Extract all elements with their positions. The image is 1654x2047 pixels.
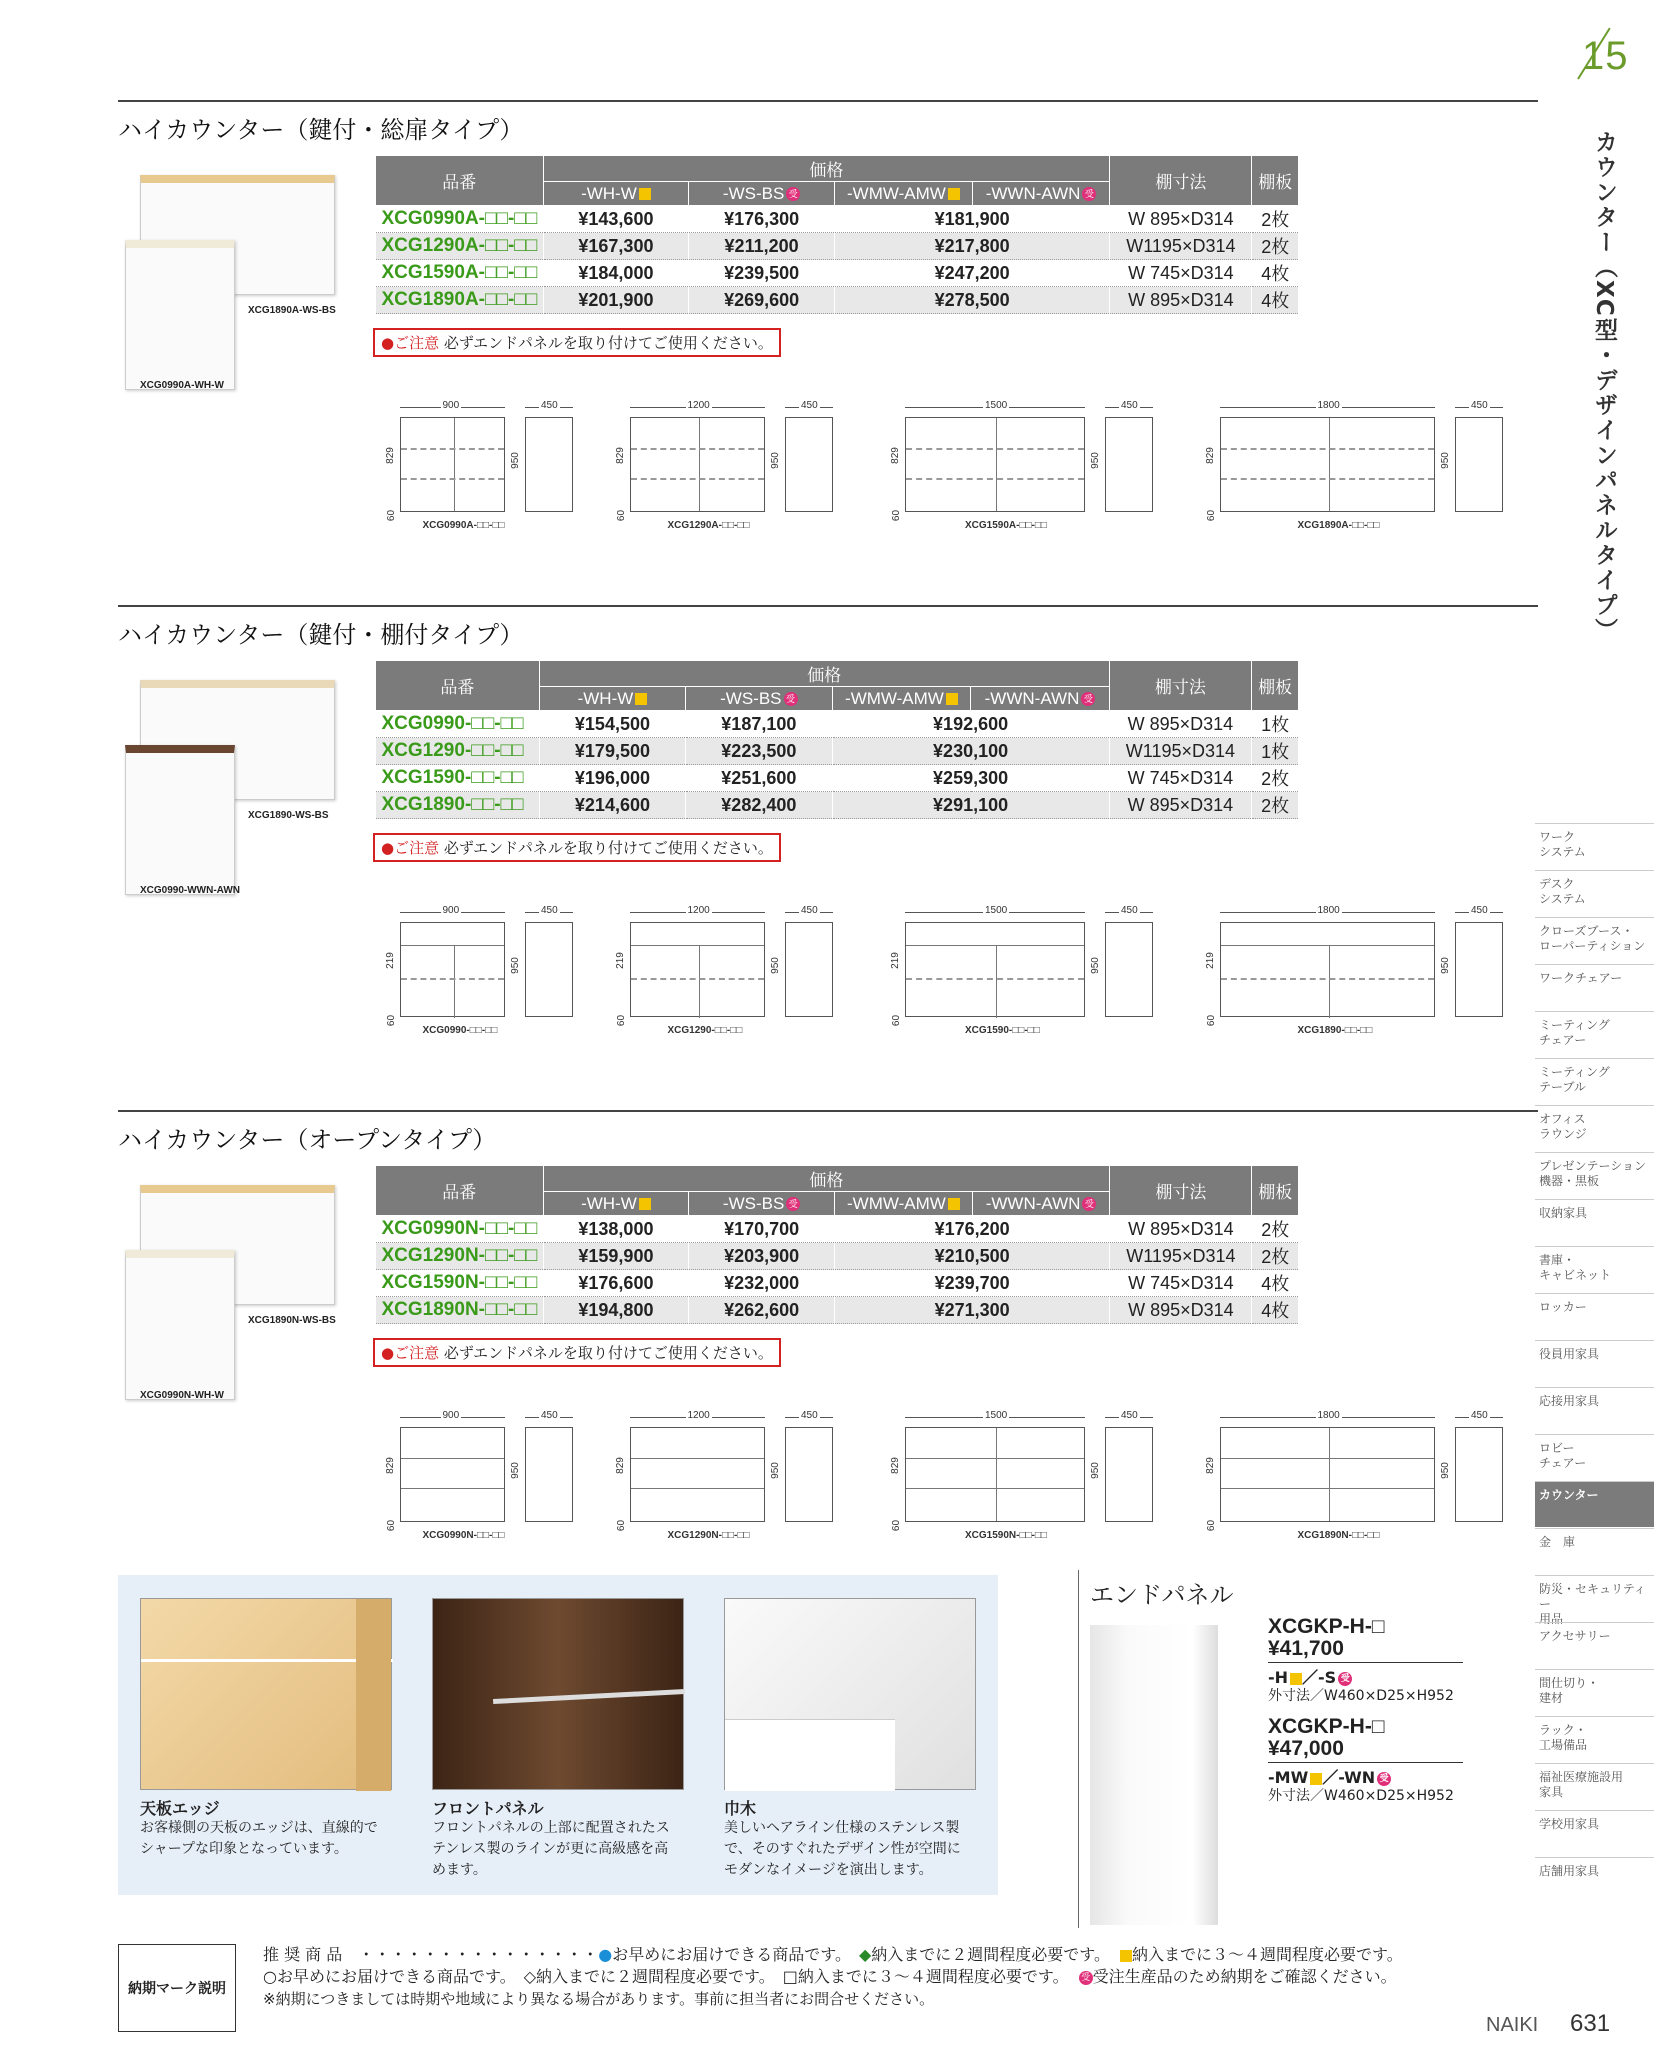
header-shelf: 棚板 [1252, 156, 1299, 206]
sidebar-item[interactable]: カウンター [1535, 1481, 1654, 1527]
side-drawing [785, 922, 833, 1017]
depth-dim: 450 [541, 905, 558, 916]
endpanel-variant: -MW ／-WN 受 [1268, 1765, 1391, 1788]
endpanel-code: XCGKP-H-□ [1268, 1715, 1385, 1738]
order-mark-icon: 受 [786, 1197, 800, 1211]
drawing-label: XCG1590N-□□-□□ [965, 1530, 1047, 1541]
shelf-size: W 745×D314 [1110, 1270, 1252, 1297]
side-drawing [1455, 1427, 1503, 1522]
sidebar-item[interactable]: ワークチェアー [1535, 964, 1654, 1010]
endpanel-photo [1090, 1625, 1218, 1925]
shelf-size: W 895×D314 [1110, 206, 1252, 233]
header-finish: -WMW-AMW [832, 687, 971, 711]
feature-photo-base [724, 1598, 976, 1790]
sidebar-item[interactable]: 学校用家具 [1535, 1810, 1654, 1856]
front-drawing [630, 922, 765, 1017]
header-shelf: 棚板 [1252, 1166, 1299, 1216]
feature-photo-edge [140, 1598, 392, 1790]
front-drawing [905, 1427, 1085, 1522]
endpanel-divider [1078, 1570, 1079, 1928]
width-dim: 1800 [1317, 400, 1340, 411]
shelf-count: 2枚 [1252, 792, 1299, 819]
side-drawing [1105, 417, 1153, 512]
legend-line-2: ○お早めにお届けできる商品です。 ◇納入までに２週間程度必要です。 □納入までに３～４週間程度必要です。 受 受注生産品のため納期をご確認ください。 [263, 1967, 1397, 1986]
price-wh: ¥194,800 [543, 1297, 689, 1324]
section-title: ハイカウンター（鍵付・棚付タイプ） [118, 621, 524, 649]
brand: NAIKI [1486, 2014, 1539, 2036]
height-dim: 950 [1089, 452, 1101, 469]
sidebar-item[interactable]: ラック・ 工場備品 [1535, 1716, 1654, 1762]
width-dim: 900 [442, 1410, 460, 1421]
front-drawing [630, 1427, 765, 1522]
shelf-count: 1枚 [1252, 738, 1299, 765]
price-wmw: ¥239,700 [834, 1270, 1109, 1297]
price-ws: ¥282,400 [686, 792, 832, 819]
yellow-square-icon [635, 693, 647, 705]
sidebar-item[interactable]: クローズブース・ ローパーティション [1535, 917, 1654, 963]
base-dim: 60 [1206, 1519, 1218, 1532]
caution-notice: ●ご注意 必ずエンドパネルを取り付けてご使用ください。 [373, 1338, 781, 1367]
feature-title: フロントパネル [432, 1799, 544, 1818]
header-size: 棚寸法 [1110, 1166, 1252, 1216]
feature-text: 美しいヘアライン仕様のステンレス製で、そのすぐれたデザイン性が空間にモダンなイメージを演出します。 [724, 1820, 961, 1878]
feature-title: 巾木 [724, 1799, 757, 1818]
price-ws: ¥187,100 [686, 711, 832, 738]
shelf-count: 2枚 [1252, 206, 1299, 233]
price-ws: ¥176,300 [689, 206, 835, 233]
page-number: 631 [1570, 2010, 1611, 2037]
drawing-label: XCG0990-□□-□□ [422, 1025, 498, 1036]
side-drawing [1105, 1427, 1153, 1522]
yellow-square-icon [639, 1198, 651, 1210]
width-dim: 1200 [687, 905, 710, 916]
front-drawing [905, 922, 1085, 1017]
drawing-label: XCG1290A-□□-□□ [667, 520, 750, 531]
height-dim: 950 [1439, 957, 1451, 974]
price-table [375, 660, 1299, 819]
height-dim: 219 [384, 952, 396, 969]
chapter-number: 15 [1582, 34, 1629, 78]
height-dim: 829 [1204, 447, 1216, 464]
shelf-count: 4枚 [1252, 1270, 1299, 1297]
sidebar-item[interactable]: 応接用家具 [1535, 1387, 1654, 1433]
height-dim: 829 [1204, 1457, 1216, 1474]
endpanel-size: 外寸法／W460×D25×H952 [1268, 1688, 1454, 1704]
header-price: 価格 [539, 661, 1109, 687]
shelf-size: W 895×D314 [1110, 1297, 1252, 1324]
price-wmw: ¥181,900 [834, 206, 1109, 233]
price-wh: ¥167,300 [543, 233, 689, 260]
drawing-label: XCG1290N-□□-□□ [667, 1530, 750, 1541]
endpanel-variant: -H ／-S 受 [1268, 1665, 1352, 1688]
table-row [376, 1297, 1299, 1324]
header-finish: -WWN-AWN 受 [972, 182, 1109, 206]
sidebar-item[interactable]: 役員用家具 [1535, 1340, 1654, 1386]
height-dim: 950 [769, 957, 781, 974]
front-drawing [400, 922, 505, 1017]
depth-dim: 450 [801, 400, 818, 411]
feature-title: 天板エッジ [140, 1799, 220, 1818]
section-rule [118, 1110, 1538, 1112]
shelf-size: W 745×D314 [1109, 765, 1252, 792]
base-dim: 60 [891, 1014, 903, 1027]
shelf-count: 1枚 [1252, 711, 1299, 738]
legend-line-1: 推 奨 商 品 ・・・・・・・・・・・・・・・●お早めにお届けできる商品です。 ◆納入までに２週間程度必要です。 納入までに３～４週間程度必要です。 [263, 1945, 1403, 1964]
depth-dim: 450 [541, 400, 558, 411]
shelf-size: W 895×D314 [1109, 792, 1252, 819]
side-drawing [525, 922, 573, 1017]
legend-note: ※納期につきましては時期や地域により異なる場合があります。事前に担当者にお問合せください。 [263, 1990, 935, 2008]
table-row [376, 765, 1299, 792]
header-finish: -WWN-AWN 受 [971, 687, 1109, 711]
header-shelf: 棚板 [1252, 661, 1299, 711]
shelf-count: 2枚 [1252, 765, 1299, 792]
yellow-square-icon [948, 188, 960, 200]
drawing-label: XCG0990A-□□-□□ [422, 520, 505, 531]
endpanel-code: XCGKP-H-□ [1268, 1615, 1385, 1638]
width-dim: 1200 [687, 1410, 710, 1421]
product-code: XCG1590A-□□-□□ [376, 260, 544, 287]
photo-label: XCG0990-WWN-AWN [140, 885, 241, 896]
shelf-count: 4枚 [1252, 260, 1299, 287]
shelf-size: W1195×D314 [1109, 738, 1252, 765]
shelf-count: 4枚 [1252, 287, 1299, 314]
side-drawing [525, 1427, 573, 1522]
price-wh: ¥143,600 [543, 206, 689, 233]
header-code: 品番 [376, 156, 544, 206]
product-code: XCG0990-□□-□□ [376, 711, 540, 738]
base-dim: 60 [386, 1519, 398, 1532]
height-dim: 950 [1439, 452, 1451, 469]
photo-label: XCG1890N-WS-BS [248, 1315, 336, 1326]
height-dim: 829 [614, 1457, 626, 1474]
depth-dim: 450 [1121, 1410, 1138, 1421]
sidebar-item[interactable]: プレゼンテーション 機器・黒板 [1535, 1152, 1654, 1198]
order-mark-icon: 受 [1082, 1197, 1096, 1211]
order-mark-icon: 受 [786, 187, 800, 201]
price-ws: ¥232,000 [689, 1270, 835, 1297]
price-ws: ¥269,600 [689, 287, 835, 314]
height-dim: 950 [1439, 1462, 1451, 1479]
front-drawing [1220, 1427, 1435, 1522]
height-dim: 950 [1089, 1462, 1101, 1479]
product-photo [125, 1180, 345, 1415]
height-dim: 950 [769, 452, 781, 469]
height-dim: 950 [509, 957, 521, 974]
price-wmw: ¥271,300 [834, 1297, 1109, 1324]
price-ws: ¥251,600 [686, 765, 832, 792]
photo-label: XCG1890-WS-BS [248, 810, 329, 821]
photo-label: XCG0990N-WH-W [140, 1390, 224, 1401]
height-dim: 950 [509, 452, 521, 469]
header-size: 棚寸法 [1109, 661, 1252, 711]
base-dim: 60 [616, 509, 628, 522]
shelf-count: 2枚 [1252, 1216, 1299, 1243]
table-row [376, 738, 1299, 765]
price-wh: ¥176,600 [543, 1270, 689, 1297]
feature-photo-front [432, 1598, 684, 1790]
price-table [375, 155, 1299, 314]
order-mark-icon: 受 [1081, 692, 1095, 706]
height-dim: 219 [614, 952, 626, 969]
header-finish: -WS-BS 受 [689, 1192, 835, 1216]
front-drawing [400, 417, 505, 512]
product-code: XCG1290A-□□-□□ [376, 233, 544, 260]
side-drawing [785, 417, 833, 512]
price-wmw: ¥259,300 [832, 765, 1109, 792]
price-wmw: ¥192,600 [832, 711, 1109, 738]
price-wh: ¥184,000 [543, 260, 689, 287]
header-finish: -WS-BS 受 [686, 687, 832, 711]
product-code: XCG1590-□□-□□ [376, 765, 540, 792]
shelf-size: W1195×D314 [1110, 233, 1252, 260]
sidebar-item[interactable]: 書庫・ キャビネット [1535, 1246, 1654, 1292]
depth-dim: 450 [1471, 400, 1488, 411]
sidebar-item[interactable]: 防災・セキュリティー 用品 [1535, 1575, 1654, 1621]
width-dim: 900 [442, 905, 460, 916]
depth-dim: 450 [1471, 1410, 1488, 1421]
height-dim: 829 [384, 447, 396, 464]
drawing-label: XCG0990N-□□-□□ [422, 1530, 505, 1541]
product-code: XCG0990A-□□-□□ [376, 206, 544, 233]
base-dim: 60 [386, 1014, 398, 1027]
price-wh: ¥214,600 [539, 792, 685, 819]
width-dim: 1500 [985, 1410, 1008, 1421]
yellow-square-icon [946, 693, 958, 705]
width-dim: 1800 [1317, 905, 1340, 916]
shelf-size: W1195×D314 [1110, 1243, 1252, 1270]
sidebar-item[interactable]: 福祉医療施設用 家具 [1535, 1763, 1654, 1809]
height-dim: 219 [889, 952, 901, 969]
front-drawing [905, 417, 1085, 512]
depth-dim: 450 [541, 1410, 558, 1421]
header-finish: -WS-BS 受 [689, 182, 835, 206]
shelf-size: W 895×D314 [1110, 287, 1252, 314]
shelf-size: W 895×D314 [1109, 711, 1252, 738]
height-dim: 829 [889, 1457, 901, 1474]
price-wh: ¥179,500 [539, 738, 685, 765]
side-drawing [785, 1427, 833, 1522]
header-code: 品番 [376, 661, 540, 711]
photo-label: XCG1890A-WS-BS [248, 305, 336, 316]
product-code: XCG1890-□□-□□ [376, 792, 540, 819]
shelf-count: 2枚 [1252, 1243, 1299, 1270]
price-ws: ¥170,700 [689, 1216, 835, 1243]
depth-dim: 450 [1121, 905, 1138, 916]
sidebar-item[interactable]: 収納家具 [1535, 1199, 1654, 1245]
base-dim: 60 [1206, 1014, 1218, 1027]
yellow-square-icon [948, 1198, 960, 1210]
height-dim: 829 [889, 447, 901, 464]
sidebar-item[interactable]: ロッカー [1535, 1293, 1654, 1339]
sidebar-item[interactable]: 金 庫 [1535, 1528, 1654, 1574]
product-photo [125, 170, 345, 405]
endpanel-size: 外寸法／W460×D25×H952 [1268, 1788, 1454, 1804]
drawing-label: XCG1590-□□-□□ [965, 1025, 1040, 1036]
product-code: XCG1590N-□□-□□ [376, 1270, 544, 1297]
price-wmw: ¥278,500 [834, 287, 1109, 314]
sidebar-item[interactable]: ミーティング チェアー [1535, 1011, 1654, 1057]
header-size: 棚寸法 [1110, 156, 1252, 206]
price-wmw: ¥210,500 [834, 1243, 1109, 1270]
drawing-label: XCG1890-□□-□□ [1297, 1025, 1373, 1036]
table-row [376, 233, 1299, 260]
price-wmw: ¥217,800 [834, 233, 1109, 260]
height-dim: 219 [1204, 952, 1216, 969]
category-title: カウンター（XC型・デザインパネルタイプ） [1591, 130, 1617, 643]
photo-label: XCG0990A-WH-W [140, 380, 224, 391]
product-photo [125, 675, 345, 910]
shelf-count: 4枚 [1252, 1297, 1299, 1324]
width-dim: 1200 [687, 400, 710, 411]
header-finish: -WH-W [543, 182, 689, 206]
width-dim: 900 [442, 400, 460, 411]
caution-notice: ●ご注意 必ずエンドパネルを取り付けてご使用ください。 [373, 328, 781, 357]
base-dim: 60 [616, 1519, 628, 1532]
base-dim: 60 [386, 509, 398, 522]
drawing-label: XCG1290-□□-□□ [667, 1025, 743, 1036]
price-wmw: ¥176,200 [834, 1216, 1109, 1243]
header-finish: -WMW-AMW [834, 1192, 972, 1216]
price-ws: ¥223,500 [686, 738, 832, 765]
price-wh: ¥154,500 [539, 711, 685, 738]
sidebar-item[interactable]: オフィス ラウンジ [1535, 1105, 1654, 1151]
table-row [376, 1216, 1299, 1243]
drawing-label: XCG1890N-□□-□□ [1297, 1530, 1380, 1541]
base-dim: 60 [1206, 509, 1218, 522]
front-drawing [1220, 417, 1435, 512]
width-dim: 1500 [985, 905, 1008, 916]
side-drawing [525, 417, 573, 512]
depth-dim: 450 [1471, 905, 1488, 916]
section-title: ハイカウンター（鍵付・総扉タイプ） [118, 116, 524, 144]
height-dim: 950 [509, 1462, 521, 1479]
sidebar-item[interactable]: ワーク システム [1535, 823, 1654, 869]
sidebar-item[interactable]: 店舗用家具 [1535, 1857, 1654, 1903]
endpanel-price: ¥47,000 [1268, 1737, 1344, 1760]
order-mark-icon: 受 [1082, 187, 1096, 201]
caution-notice: ●ご注意 必ずエンドパネルを取り付けてご使用ください。 [373, 833, 781, 862]
price-ws: ¥211,200 [689, 233, 835, 260]
front-drawing [400, 1427, 505, 1522]
sidebar-item[interactable]: 間仕切り・ 建材 [1535, 1669, 1654, 1715]
sidebar-item[interactable]: ミーティング テーブル [1535, 1058, 1654, 1104]
product-code: XCG0990N-□□-□□ [376, 1216, 544, 1243]
width-dim: 1800 [1317, 1410, 1340, 1421]
price-wh: ¥138,000 [543, 1216, 689, 1243]
depth-dim: 450 [801, 1410, 818, 1421]
header-finish: -WWN-AWN 受 [972, 1192, 1109, 1216]
price-ws: ¥203,900 [689, 1243, 835, 1270]
height-dim: 829 [614, 447, 626, 464]
side-drawing [1105, 922, 1153, 1017]
drawing-label: XCG1890A-□□-□□ [1297, 520, 1380, 531]
width-dim: 1500 [985, 400, 1008, 411]
section-title: ハイカウンター（オープンタイプ） [118, 1126, 497, 1154]
height-dim: 950 [1089, 957, 1101, 974]
price-wh: ¥196,000 [539, 765, 685, 792]
base-dim: 60 [891, 509, 903, 522]
base-dim: 60 [891, 1519, 903, 1532]
feature-text: お客様側の天板のエッジは、直線的でシャープな印象となっています。 [140, 1820, 378, 1857]
depth-dim: 450 [1121, 400, 1138, 411]
header-price: 価格 [543, 1166, 1110, 1192]
base-dim: 60 [616, 1014, 628, 1027]
header-code: 品番 [376, 1166, 544, 1216]
product-code: XCG1290-□□-□□ [376, 738, 540, 765]
feature-text: フロントパネルの上部に配置されたステンレス製のラインが更に高級感を高めます。 [432, 1820, 670, 1878]
price-wmw: ¥291,100 [832, 792, 1109, 819]
table-row [376, 287, 1299, 314]
price-ws: ¥262,600 [689, 1297, 835, 1324]
sidebar-item[interactable]: デスク システム [1535, 870, 1654, 916]
section-rule [118, 605, 1538, 607]
section-rule [118, 100, 1538, 102]
header-finish: -WH-W [543, 1192, 689, 1216]
price-wh: ¥201,900 [543, 287, 689, 314]
product-code: XCG1290N-□□-□□ [376, 1243, 544, 1270]
height-dim: 950 [769, 1462, 781, 1479]
header-finish: -WH-W [539, 687, 685, 711]
shelf-count: 2枚 [1252, 233, 1299, 260]
price-wh: ¥159,900 [543, 1243, 689, 1270]
front-drawing [1220, 922, 1435, 1017]
price-wmw: ¥247,200 [834, 260, 1109, 287]
table-row [376, 1243, 1299, 1270]
table-row [376, 1270, 1299, 1297]
legend-box-label: 納期マーク説明 [118, 1944, 236, 2032]
endpanel-price: ¥41,700 [1268, 1637, 1344, 1660]
drawing-label: XCG1590A-□□-□□ [965, 520, 1047, 531]
header-finish: -WMW-AMW [834, 182, 972, 206]
side-drawing [1455, 922, 1503, 1017]
price-table [375, 1165, 1299, 1324]
side-drawing [1455, 417, 1503, 512]
shelf-size: W 895×D314 [1110, 1216, 1252, 1243]
sidebar-item[interactable]: ロビー チェアー [1535, 1434, 1654, 1480]
product-code: XCG1890N-□□-□□ [376, 1297, 544, 1324]
yellow-square-icon [639, 188, 651, 200]
table-row [376, 711, 1299, 738]
endpanel-title: エンドパネル [1090, 1581, 1234, 1609]
sidebar-item[interactable]: アクセサリー [1535, 1622, 1654, 1668]
order-mark-icon: 受 [784, 692, 798, 706]
price-ws: ¥239,500 [689, 260, 835, 287]
depth-dim: 450 [801, 905, 818, 916]
header-price: 価格 [543, 156, 1110, 182]
table-row [376, 206, 1299, 233]
price-wmw: ¥230,100 [832, 738, 1109, 765]
shelf-size: W 745×D314 [1110, 260, 1252, 287]
table-row [376, 260, 1299, 287]
front-drawing [630, 417, 765, 512]
product-code: XCG1890A-□□-□□ [376, 287, 544, 314]
table-row [376, 792, 1299, 819]
height-dim: 829 [384, 1457, 396, 1474]
